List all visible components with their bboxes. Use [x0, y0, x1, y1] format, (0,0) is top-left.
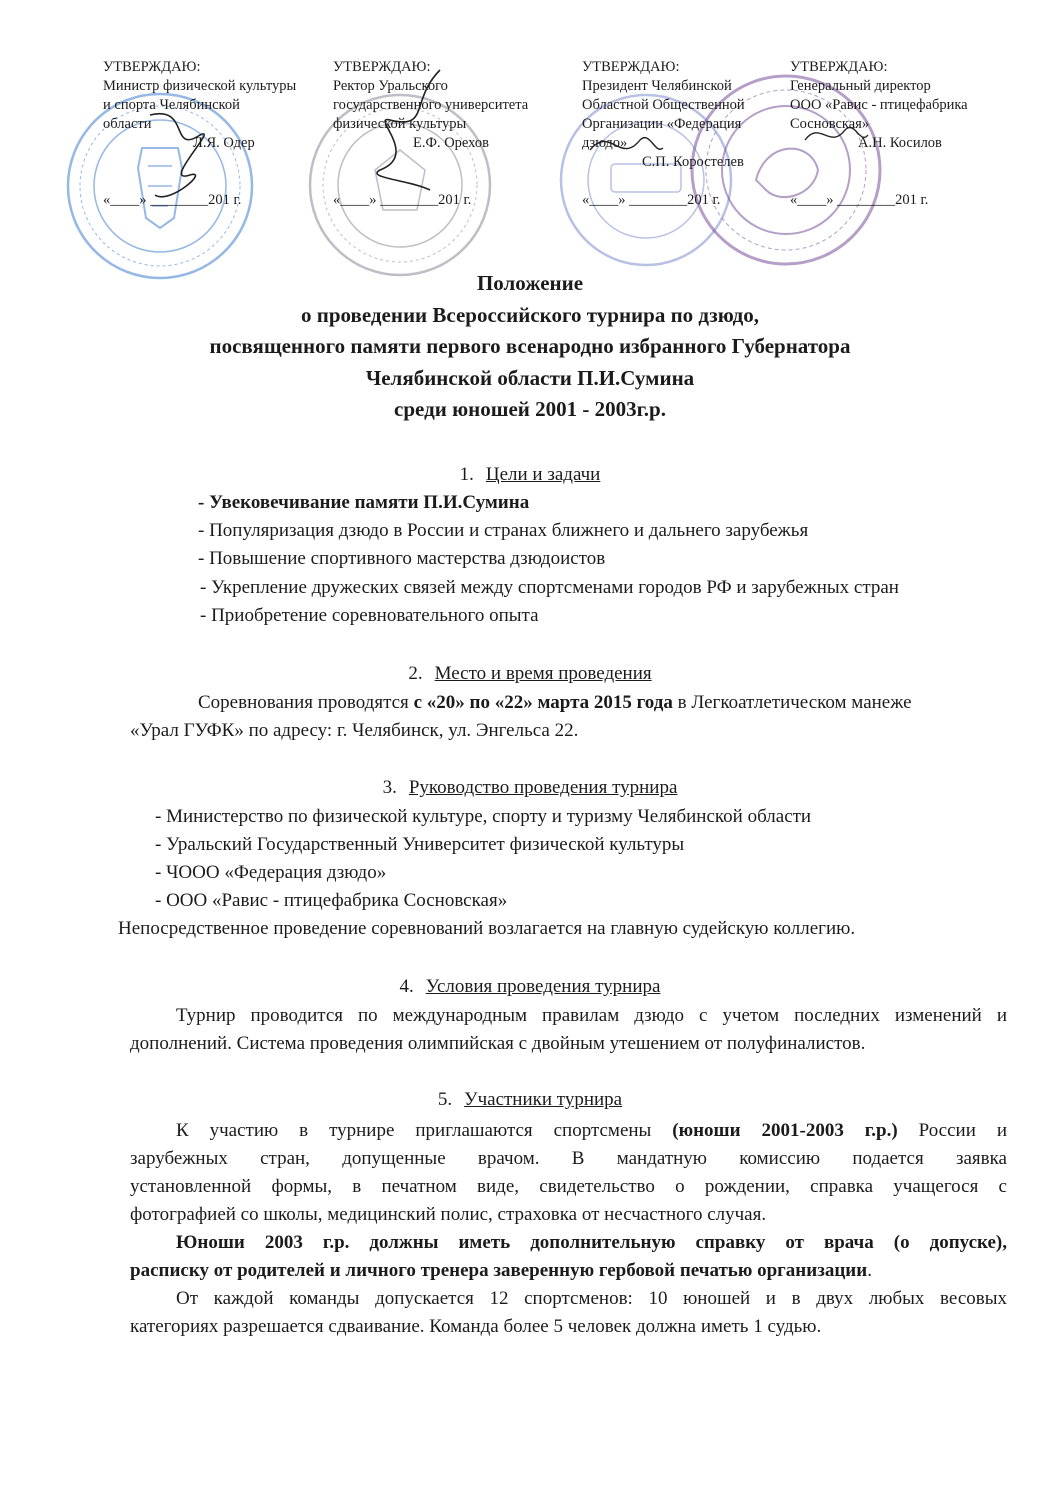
- section-number: 4.: [399, 976, 414, 997]
- section-heading-place: [0, 663, 1060, 685]
- approval-line: Президент Челябинской: [582, 78, 732, 94]
- goal-item: - Увековечивание памяти П.И.Сумина: [198, 492, 530, 513]
- approval-date: «____» ________201 г.: [333, 192, 472, 208]
- participants-line-bold: Юноши 2003 г.р. должны иметь дополнительную справку от врача (о допуске),: [176, 1232, 1007, 1253]
- approval-line: Ректор Уральского: [333, 78, 448, 94]
- approval-federation: [582, 58, 745, 210]
- place-address: «Урал ГУФК» по адресу: г. Челябинск, ул. Энгельса 22.: [130, 720, 579, 741]
- section-number: 5.: [437, 1089, 453, 1110]
- section-number: 3.: [382, 777, 397, 798]
- approval-signer: Е.Ф. Орехов: [413, 135, 489, 151]
- approval-line: дзюдо»: [582, 135, 628, 151]
- participants-line-bold: [130, 1257, 1007, 1285]
- approval-line: Генеральный директор: [790, 78, 931, 94]
- leadership-note: Непосредственное проведение соревнований возлагается на главную судейскую коллегию.: [118, 918, 856, 939]
- section-number: 1.: [459, 464, 474, 485]
- goal-item: - Укрепление дружеских связей между спортсменами городов РФ и зарубежных стран: [200, 577, 899, 598]
- approval-line: Областной Общественной: [582, 97, 745, 113]
- participants-line: От каждой команды допускается 12 спортсменов: 10 юношей и в двух любых весовых: [176, 1288, 1007, 1309]
- approval-line: области: [103, 116, 152, 132]
- section-title: Руководство проведения турнира: [408, 777, 678, 798]
- approval-signer: С.П. Коростелев: [642, 154, 744, 170]
- approval-line: УТВЕРЖДАЮ:: [103, 59, 201, 75]
- approval-line: УТВЕРЖДАЮ:: [790, 59, 888, 75]
- place-dates: с «20» по «22» марта 2015 года: [413, 692, 673, 713]
- place-paragraph-line: [198, 692, 912, 714]
- section-title: Место и время проведения: [434, 663, 652, 684]
- approval-signer: Л.Я. Одер: [193, 135, 255, 151]
- approval-line: ООО «Равис - птицефабрика: [790, 97, 968, 113]
- participants-text: расписку от родителей и личного тренера заверенную гербовой печатью организации: [130, 1260, 868, 1281]
- approval-line: Организации «Федерация: [582, 116, 742, 132]
- participants-age: (юноши 2001-2003 г.р.): [672, 1120, 898, 1141]
- approval-ravis: [790, 58, 968, 210]
- approval-date: «____» ________201 г.: [103, 192, 242, 208]
- title-line: среди юношей 2001 - 2003г.р.: [394, 397, 666, 421]
- document-title: [0, 268, 1060, 426]
- leadership-item: - ЧООО «Федерация дзюдо»: [155, 862, 387, 883]
- approval-date: «____» ________201 г.: [790, 192, 929, 208]
- title-line: Положение: [476, 271, 584, 295]
- section-heading-conditions: [0, 976, 1060, 998]
- goal-item: - Повышение спортивного мастерства дзюдоистов: [198, 548, 606, 569]
- approval-line: УТВЕРЖДАЮ:: [333, 59, 431, 75]
- approval-line: государственного университета: [333, 97, 529, 113]
- participants-line: фотографией со школы, медицинский полис, страховка от несчастного случая.: [130, 1204, 767, 1225]
- approval-line: [790, 153, 968, 172]
- section-title: Цели и задачи: [485, 464, 601, 485]
- section-number: 2.: [408, 663, 423, 684]
- conditions-paragraph: [130, 1002, 1007, 1058]
- conditions-line: Турнир проводится по международным правилам дзюдо с учетом последних изменений и: [176, 1005, 1007, 1026]
- participants-text: .: [867, 1260, 872, 1281]
- approval-rector: [333, 58, 528, 210]
- approval-line: [103, 153, 296, 172]
- title-line: Челябинской области П.И.Сумина: [365, 365, 695, 390]
- approval-line: Сосновская»: [790, 116, 870, 132]
- participants-text: России и: [897, 1120, 1007, 1141]
- goal-item: - Приобретение соревновательного опыта: [200, 605, 539, 626]
- approvals-block: [0, 0, 1060, 270]
- section-heading-goals: [0, 464, 1060, 486]
- approval-date: «____» ________201 г.: [582, 192, 721, 208]
- leadership-item: - ООО «Равис - птицефабрика Сосновская»: [155, 890, 508, 911]
- leadership-item: - Министерство по физической культуре, спорту и туризму Челябинской области: [155, 806, 812, 827]
- section-title: Участники турнира: [464, 1089, 623, 1110]
- participants-line: зарубежных стран, допущенные врачом. В мандатную комиссию подается заявка: [130, 1148, 1007, 1169]
- conditions-line: дополнений. Система проведения олимпийская с двойным утешением от полуфиналистов.: [130, 1033, 866, 1054]
- approval-line: физической культуры: [333, 116, 467, 132]
- participants-line: категориях разрешается сдваивание. Команда более 5 человек должна иметь 1 судью.: [130, 1316, 822, 1337]
- section-heading-participants: [0, 1089, 1060, 1111]
- approval-line: и спорта Челябинской: [103, 97, 240, 113]
- participants-line: установленной формы, в печатном виде, свидетельство о рождении, справка учащегося с: [130, 1176, 1007, 1197]
- goal-item: - Популяризация дзюдо в России и странах ближнего и дальнего зарубежья: [198, 520, 809, 541]
- title-line: о проведении Всероссийского турнира по дзюдо,: [301, 302, 759, 327]
- approval-line: [333, 153, 528, 172]
- section-heading-leadership: [0, 777, 1060, 799]
- participants-paragraph: [130, 1117, 1007, 1341]
- approval-minister: [103, 58, 296, 210]
- participants-line: [130, 1117, 1007, 1145]
- approval-line: Министр физической культуры: [103, 78, 297, 94]
- place-text: в Легкоатлетическом манеже: [672, 692, 912, 713]
- leadership-item: - Уральский Государственный Университет физической культуры: [155, 834, 685, 855]
- approval-signer: А.Н. Косилов: [858, 135, 942, 151]
- section-title: Условия проведения турнира: [425, 976, 661, 997]
- title-line: посвященного памяти первого всенародно избранного Губернатора: [209, 334, 851, 358]
- participants-text: К участию в турнире приглашаются спортсмены: [176, 1120, 673, 1141]
- place-text: Соревнования проводятся: [198, 692, 414, 713]
- approval-line: УТВЕРЖДАЮ:: [582, 59, 680, 75]
